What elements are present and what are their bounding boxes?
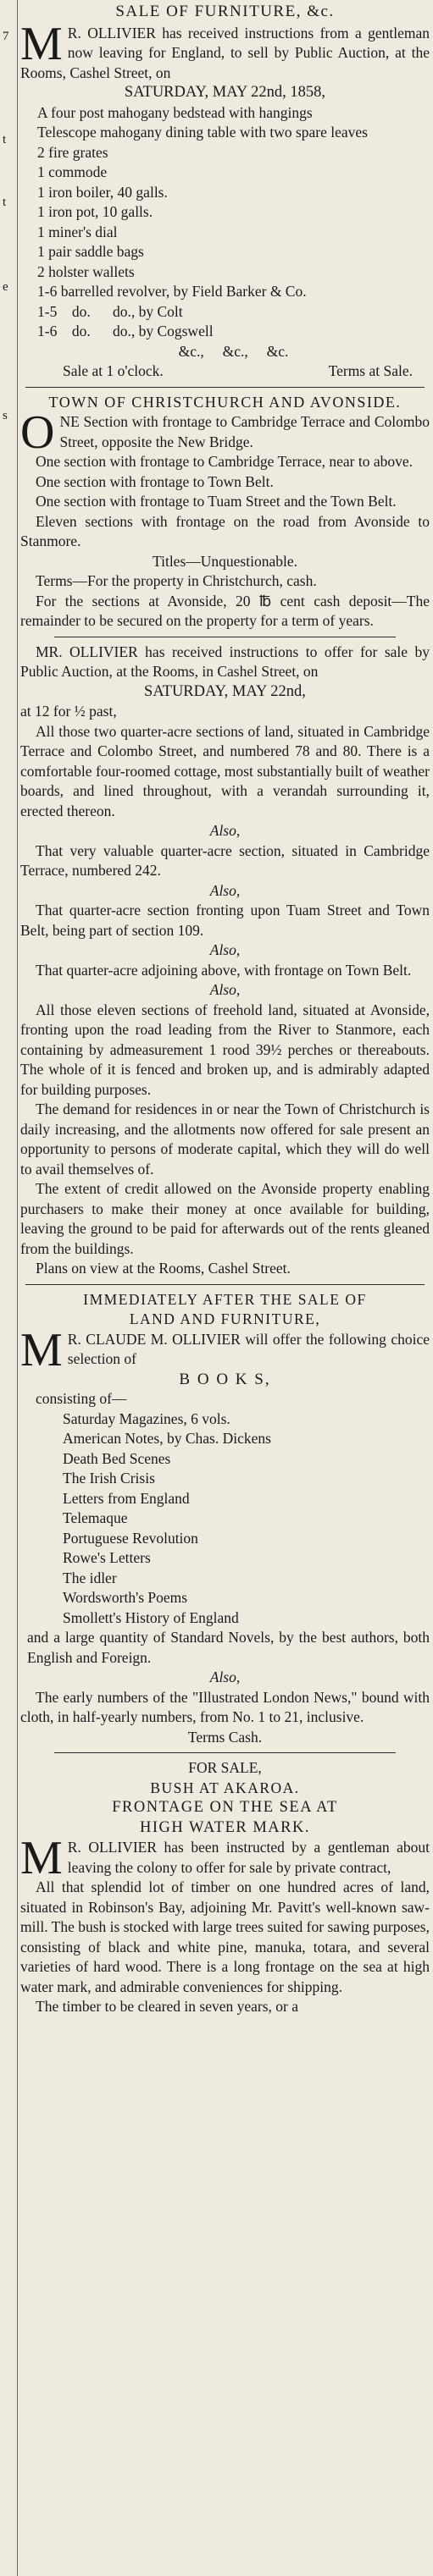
list-item: 1 miner's dial [37, 223, 118, 240]
list-item: 1-6 do. do., by Cogswell [37, 323, 214, 339]
sale-time: at 12 for ½ past, [20, 703, 117, 720]
list-item: Telemaque [63, 1509, 128, 1526]
list-item: 1 pair saddle bags [37, 243, 144, 260]
also-label: Also, [209, 1669, 241, 1685]
divider [25, 387, 425, 388]
list-item: American Notes, by Chas. Dickens [63, 1430, 271, 1447]
ad-paragraph: NE Section with frontage to Cambridge Terrace and Colombo Street, opposite the New Bridge. [59, 413, 430, 450]
list-item: &c., &c., &c. [178, 342, 289, 360]
ad-title: FOR SALE, [188, 1759, 262, 1776]
book-list [20, 1409, 430, 1629]
lot-description: That quarter-acre adjoining above, with frontage on Town Belt. [36, 961, 412, 979]
list-item: 2 fire grates [37, 143, 108, 161]
lot-description: All those two quarter-acre sections of land, situated in Cambridge Terrace and Colombo Street, and numbered 78 and 80. There is a comfortable four-roomed cottage, most substantially built of weather boards, and lined throughout, with a verandah surrounding it, erected thereon. [20, 722, 430, 819]
ad-intro: R. OLLIVIER has received instructions from a gentleman now leaving for England, to sell by Public Auction, at the Rooms, Cashel Street, on [20, 24, 430, 81]
divider [54, 1752, 396, 1753]
list-item: 1 iron boiler, 40 galls. [37, 183, 168, 201]
ad-subtitle: HIGH WATER MARK. [140, 1818, 310, 1836]
ad-paragraph: One section with frontage to Cambridge Terrace, near to above. [36, 453, 414, 470]
list-item: Wordsworth's Poems [63, 1589, 188, 1606]
newspaper-column [20, 0, 430, 2017]
list-item: 1 iron pot, 10 galls. [37, 203, 153, 220]
titles-line: Titles—Unquestionable. [153, 552, 297, 570]
list-item: 1 commode [37, 163, 108, 180]
plans-line: Plans on view at the Rooms, Cashel Street. [36, 1260, 291, 1277]
also-label: Also, [209, 881, 241, 899]
list-item: Letters from England [63, 1489, 190, 1507]
ad-title: SALE OF FURNITURE, &c. [115, 3, 335, 20]
list-item: Death Bed Scenes [63, 1449, 171, 1467]
drop-cap: M [20, 1323, 63, 1376]
list-item: The Irish Crisis [63, 1470, 155, 1487]
ad-title: IMMEDIATELY AFTER THE SALE OF [83, 1290, 367, 1308]
ad-subtitle: LAND AND FURNITURE, [129, 1310, 321, 1327]
ad-land-sale [20, 393, 430, 1279]
lot-description: That quarter-acre section fronting upon Tuam Street and Town Belt, being part of section 109. [20, 902, 430, 939]
sale-terms: Terms at Sale. [328, 362, 413, 379]
ad-paragraph: One section with frontage to Town Belt. [36, 472, 274, 490]
ad-paragraph: One section with frontage to Tuam Street and the Town Belt. [36, 493, 397, 510]
list-item: 1-6 barrelled revolver, by Field Barker & Co. [37, 283, 307, 300]
ad-paragraph: All that splendid lot of timber on one hundred acres of land, situated in Robinson's Bay, adjoining Mr. Pavitt's well-known saw-mill. The bush is stocked with large trees suited for sawing purposes, consisting of black and white pine, manuka, totara, and several varieties of hard wood. There is a long frontage on the sea at high water mark, and admirable conveniences for shipping. [20, 1878, 430, 1995]
ad-paragraph: The demand for residences in or near the Town of Christchurch is daily increasing, and the allotments now offered for sale present an opportunity to persons of moderate capital, which they will do well to avail themselves of. [20, 1100, 430, 1178]
consisting-label: consisting of— [36, 1390, 127, 1407]
sale-date: SATURDAY, MAY 22nd, 1858, [124, 84, 326, 101]
ad-intro: MR. OLLIVIER has received instructions to offer for sale by Public Auction, at the Rooms, in Cashel Street, on [20, 643, 430, 680]
margin-mark: e [3, 280, 8, 294]
books-heading: B O O K S, [179, 1370, 271, 1388]
ad-title: BUSH AT AKAROA. [150, 1779, 300, 1796]
drop-cap: M [20, 17, 63, 70]
drop-cap: O [20, 406, 55, 459]
ad-paragraph: The early numbers of the "Illustrated London News," bound with cloth, in half-yearly numbers, from No. 1 to 21, inclusive. [20, 1688, 430, 1725]
terms-line: Terms—For the property in Christchurch, cash. [36, 572, 317, 589]
ad-paragraph: The timber to be cleared in seven years, or a [36, 1998, 299, 2015]
ad-intro: R. CLAUDE M. OLLIVIER will offer the following choice selection of [67, 1330, 430, 1367]
sale-time: Sale at 1 o'clock. [63, 362, 164, 379]
ad-paragraph: The extent of credit allowed on the Avonside property enabling purchasers to make their money at once available for building, leaving the ground to be paid for afterwards out of the rents gleaned from the buildings. [20, 1180, 430, 1257]
margin-mark: t [3, 196, 7, 209]
ad-intro: R. OLLIVIER has been instructed by a gentleman about leaving the colony to offer for sale by private contract, [67, 1839, 430, 1876]
sale-date: SATURDAY, MAY 22nd, [144, 682, 306, 700]
ad-paragraph: and a large quantity of Standard Novels, by the best authors, both English and Foreign. [27, 1629, 430, 1666]
list-item: 2 holster wallets [37, 262, 135, 280]
ad-subtitle: FRONTAGE ON THE SEA AT [112, 1799, 338, 1816]
margin-mark: t [3, 133, 7, 146]
margin-mark: s [3, 409, 8, 422]
ad-books-sale [20, 1290, 430, 1748]
ad-paragraph: Eleven sections with frontage on the road from Avonside to Stanmore. [20, 512, 430, 549]
terms-line: For the sections at Avonside, 20 ℔ cent cash deposit—The remainder to be secured on the property for a term of years. [20, 592, 430, 629]
list-item: A four post mahogany bedstead with hangings [37, 103, 313, 121]
lot-description: All those eleven sections of freehold land, situated at Avonside, fronting upon the road leading from the River to Stanmore, each containing by admeasurement 1 rood 39½ perches or thereabouts. The whole of it is fenced and broken up, and is admirably adapted for building purposes. [20, 1001, 430, 1098]
also-label: Also, [209, 981, 241, 998]
list-item: Portuguese Revolution [63, 1529, 198, 1547]
terms-line: Terms Cash. [187, 1728, 263, 1746]
item-list [20, 103, 430, 362]
also-label: Also, [209, 822, 241, 839]
list-item: Saturday Magazines, 6 vols. [63, 1409, 230, 1427]
lot-description: That very valuable quarter-acre section, situated in Cambridge Terrace, numbered 242. [20, 841, 430, 879]
list-item: Rowe's Letters [63, 1549, 151, 1566]
ad-bush-sale [20, 1758, 430, 2017]
margin-mark: 7 [3, 30, 9, 43]
drop-cap: M [20, 1832, 63, 1884]
ad-title: TOWN OF CHRISTCHURCH AND AVONSIDE. [48, 393, 402, 411]
list-item: 1-5 do. do., by Colt [37, 302, 183, 320]
list-item: Smollett's History of England [63, 1608, 239, 1626]
left-margin-column [0, 0, 18, 2576]
ad-furniture-sale [20, 2, 430, 382]
divider [25, 1284, 425, 1285]
list-item: Telescope mahogany dining table with two spare leaves [37, 124, 368, 141]
list-item: The idler [63, 1569, 117, 1586]
also-label: Also, [209, 941, 241, 958]
